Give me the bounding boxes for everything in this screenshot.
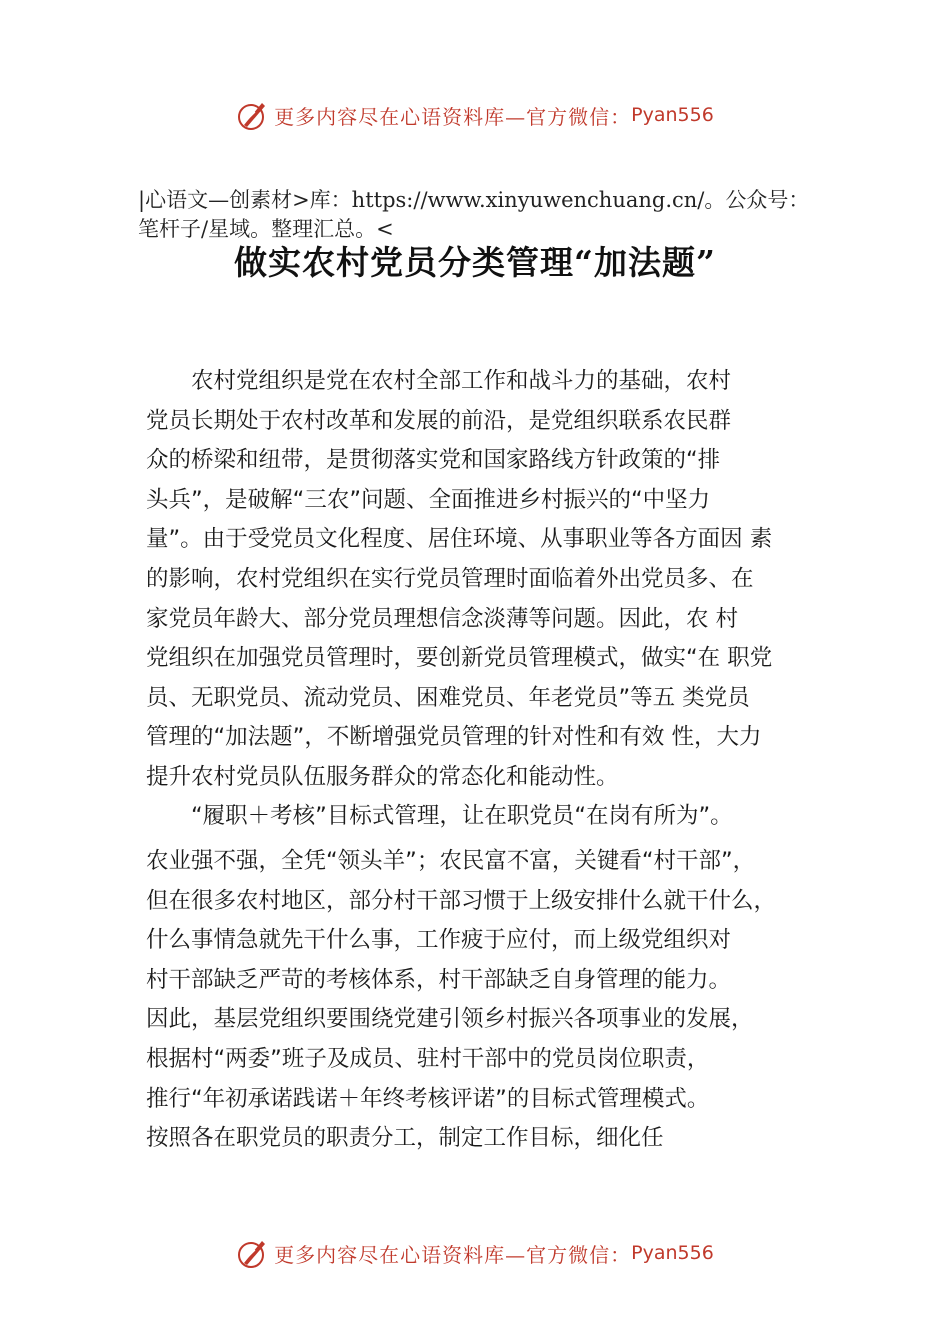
text-line: 推行“年初承诺践诺＋年终考核评诺”的目标式管理模式。 — [146, 1085, 710, 1112]
banner-wechat-id: Pyan556 — [631, 104, 714, 126]
banner-text: 更多内容尽在心语资料库—官方微信： — [274, 104, 632, 129]
text-line: 党员长期处于农村改革和发展的前沿，是党组织联系农民群 — [146, 407, 732, 434]
source-line: |心语文—创素材>库：https://www.xinyuwenchuang.cn/。公众号：笔杆子/星域。整理汇总。< — [138, 188, 810, 241]
header-banner — [0, 95, 950, 135]
banner-wechat-id: Pyan556 — [631, 1242, 714, 1264]
text-line: 农业强不强，全凭“领头羊”；农民富不富，关键看“村干部”， — [146, 848, 756, 874]
text-line: 头兵”，是破解“三农”问题、全面推进乡村振兴的“中坚力 — [146, 486, 711, 513]
text-line: 村干部缺乏严苛的考核体系，村干部缺乏自身管理的能力。 — [146, 966, 732, 993]
section-heading — [146, 797, 733, 837]
text-line: 的影响，农村党组织在实行党员管理时面临着外出党员多、在 — [146, 565, 754, 592]
text-line: 按照各在职党员的职责分工，制定工作目标，细化任 — [146, 1125, 664, 1152]
text-line: 农村党组织是党在农村全部工作和战斗力的基础，农村 — [146, 368, 732, 394]
text-line: 众的桥梁和纽带，是贯彻落实党和国家路线方针政策的“排 — [146, 447, 721, 474]
paragraph-intro — [146, 362, 772, 798]
footer-banner — [0, 1233, 950, 1273]
quill-logo-icon — [236, 98, 270, 132]
quill-logo-icon — [236, 1236, 270, 1270]
text-line: 根据村“两委”班子及成员、驻村干部中的党员岗位职责， — [146, 1045, 710, 1072]
text-line: 家党员年龄大、部分党员理想信念淡薄等问题。因此，农 村 — [146, 605, 739, 632]
text-line: 量”。由于受党员文化程度、居住环境、从事职业等各方面因 素 — [146, 526, 773, 553]
page-title: 做实农村党员分类管理“加法题” — [234, 243, 716, 282]
text-line: 什么事情急就先干什么事，工作疲于应付，而上级党组织对 — [146, 927, 732, 954]
text-line: 员、无职党员、流动党员、困难党员、年老党员”等五 类党员 — [146, 684, 750, 711]
text-line: 党组织在加强党员管理时，要创新党员管理模式，做实“在 职党 — [146, 645, 773, 672]
text-line: 管理的“加法题”，不断增强党员管理的针对性和有效 性，大力 — [146, 724, 762, 751]
paragraph-body — [146, 842, 776, 1159]
text-line: 因此，基层党组织要围绕党建引领乡村振兴各项事业的发展， — [146, 1006, 754, 1033]
text-line: 但在很多农村地区，部分村干部习惯于上级安排什么就干什么， — [146, 887, 777, 914]
banner-text: 更多内容尽在心语资料库—官方微信： — [274, 1242, 632, 1267]
text-line: “履职＋考核”目标式管理，让在职党员“在岗有所为”。 — [146, 803, 733, 829]
text-line: 提升农村党员队伍服务群众的常态化和能动性。 — [146, 763, 619, 790]
